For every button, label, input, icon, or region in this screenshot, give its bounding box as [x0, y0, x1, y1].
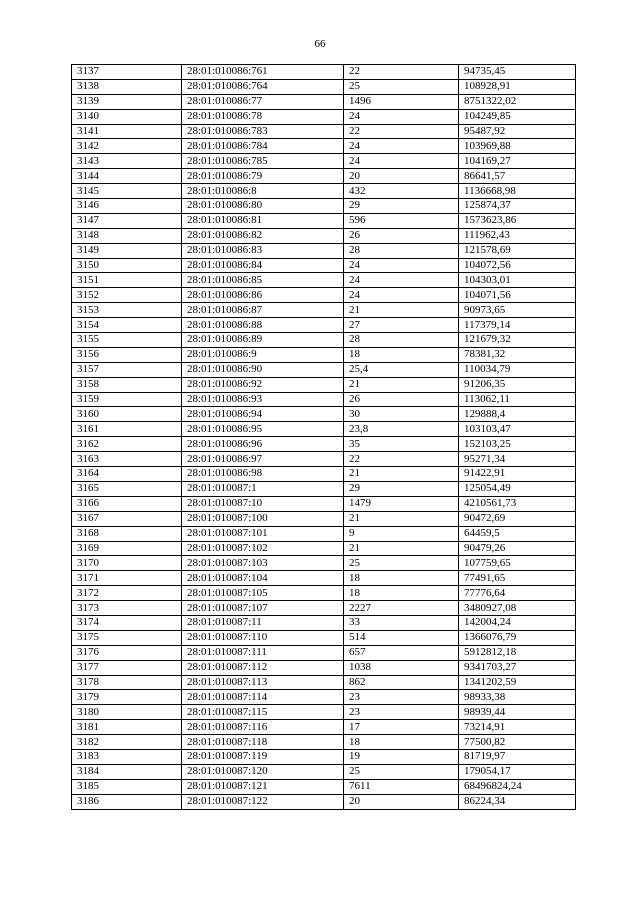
- cadastral-number-cell: 28:01:010087:111: [182, 645, 344, 660]
- row-number-cell: 3148: [72, 228, 182, 243]
- row-number-cell: 3150: [72, 258, 182, 273]
- table-row: [72, 377, 576, 392]
- value-cell: 104303,01: [459, 273, 576, 288]
- value-cell: 94735,45: [459, 65, 576, 80]
- table-row: [72, 526, 576, 541]
- value-cell: 81719,97: [459, 749, 576, 764]
- cadastral-number-cell: 28:01:010087:122: [182, 794, 344, 809]
- cadastral-number-cell: 28:01:010086:93: [182, 392, 344, 407]
- row-number-cell: 3139: [72, 94, 182, 109]
- row-number-cell: 3147: [72, 213, 182, 228]
- row-number-cell: 3166: [72, 496, 182, 511]
- cadastral-number-cell: 28:01:010087:10: [182, 496, 344, 511]
- row-number-cell: 3138: [72, 79, 182, 94]
- row-number-cell: 3165: [72, 481, 182, 496]
- row-number-cell: 3149: [72, 243, 182, 258]
- value-cell: 1366076,79: [459, 630, 576, 645]
- value-cell: 78381,32: [459, 347, 576, 362]
- row-number-cell: 3137: [72, 65, 182, 80]
- cadastral-number-cell: 28:01:010087:114: [182, 690, 344, 705]
- value-cell: 125874,37: [459, 199, 576, 214]
- cadastral-number-cell: 28:01:010086:80: [182, 199, 344, 214]
- area-cell: 21: [344, 303, 459, 318]
- cadastral-number-cell: 28:01:010086:761: [182, 65, 344, 80]
- cadastral-number-cell: 28:01:010087:103: [182, 556, 344, 571]
- table-row: [72, 779, 576, 794]
- row-number-cell: 3157: [72, 362, 182, 377]
- cadastral-number-cell: 28:01:010086:785: [182, 154, 344, 169]
- row-number-cell: 3178: [72, 675, 182, 690]
- table-row: [72, 735, 576, 750]
- table-row: [72, 541, 576, 556]
- row-number-cell: 3153: [72, 303, 182, 318]
- row-number-cell: 3173: [72, 601, 182, 616]
- row-number-cell: 3182: [72, 735, 182, 750]
- area-cell: 657: [344, 645, 459, 660]
- cadastral-number-cell: 28:01:010086:90: [182, 362, 344, 377]
- table-row: [72, 124, 576, 139]
- value-cell: 113062,11: [459, 392, 576, 407]
- cadastral-number-cell: 28:01:010087:120: [182, 764, 344, 779]
- table-row: [72, 720, 576, 735]
- area-cell: 28: [344, 243, 459, 258]
- table-row: [72, 496, 576, 511]
- area-cell: 23,8: [344, 422, 459, 437]
- value-cell: 86224,34: [459, 794, 576, 809]
- table-row: [72, 749, 576, 764]
- table-row: [72, 645, 576, 660]
- row-number-cell: 3152: [72, 288, 182, 303]
- table-row: [72, 199, 576, 214]
- area-cell: 1496: [344, 94, 459, 109]
- cadastral-number-cell: 28:01:010086:94: [182, 407, 344, 422]
- row-number-cell: 3159: [72, 392, 182, 407]
- row-number-cell: 3176: [72, 645, 182, 660]
- value-cell: 129888,4: [459, 407, 576, 422]
- area-cell: 18: [344, 586, 459, 601]
- value-cell: 4210561,73: [459, 496, 576, 511]
- table-row: [72, 615, 576, 630]
- row-number-cell: 3179: [72, 690, 182, 705]
- row-number-cell: 3170: [72, 556, 182, 571]
- value-cell: 103969,88: [459, 139, 576, 154]
- table-row: [72, 601, 576, 616]
- value-cell: 98939,44: [459, 705, 576, 720]
- table-row: [72, 362, 576, 377]
- table-row: [72, 481, 576, 496]
- table-row: [72, 94, 576, 109]
- table-row: [72, 705, 576, 720]
- area-cell: 24: [344, 273, 459, 288]
- value-cell: 8751322,02: [459, 94, 576, 109]
- value-cell: 104169,27: [459, 154, 576, 169]
- row-number-cell: 3142: [72, 139, 182, 154]
- area-cell: 432: [344, 184, 459, 199]
- value-cell: 104072,56: [459, 258, 576, 273]
- area-cell: 25: [344, 764, 459, 779]
- cadastral-number-cell: 28:01:010086:9: [182, 347, 344, 362]
- row-number-cell: 3156: [72, 347, 182, 362]
- cadastral-number-cell: 28:01:010086:98: [182, 467, 344, 482]
- cadastral-number-cell: 28:01:010086:92: [182, 377, 344, 392]
- table-row: [72, 169, 576, 184]
- cadastral-number-cell: 28:01:010086:784: [182, 139, 344, 154]
- cadastral-number-cell: 28:01:010086:77: [182, 94, 344, 109]
- value-cell: 142004,24: [459, 615, 576, 630]
- row-number-cell: 3160: [72, 407, 182, 422]
- value-cell: 107759,65: [459, 556, 576, 571]
- cadastral-number-cell: 28:01:010087:11: [182, 615, 344, 630]
- table-row: [72, 392, 576, 407]
- cadastral-number-cell: 28:01:010087:112: [182, 660, 344, 675]
- row-number-cell: 3143: [72, 154, 182, 169]
- value-cell: 68496824,24: [459, 779, 576, 794]
- cadastral-number-cell: 28:01:010087:121: [182, 779, 344, 794]
- row-number-cell: 3172: [72, 586, 182, 601]
- row-number-cell: 3162: [72, 437, 182, 452]
- area-cell: 596: [344, 213, 459, 228]
- area-cell: 1038: [344, 660, 459, 675]
- row-number-cell: 3183: [72, 749, 182, 764]
- cadastral-number-cell: 28:01:010086:82: [182, 228, 344, 243]
- area-cell: 35: [344, 437, 459, 452]
- value-cell: 95271,34: [459, 452, 576, 467]
- table-row: [72, 154, 576, 169]
- value-cell: 5912812,18: [459, 645, 576, 660]
- area-cell: 21: [344, 377, 459, 392]
- value-cell: 121679,32: [459, 333, 576, 348]
- table-row: [72, 467, 576, 482]
- area-cell: 18: [344, 735, 459, 750]
- value-cell: 1341202,59: [459, 675, 576, 690]
- value-cell: 104249,85: [459, 109, 576, 124]
- table-row: [72, 586, 576, 601]
- cadastral-number-cell: 28:01:010086:83: [182, 243, 344, 258]
- row-number-cell: 3171: [72, 571, 182, 586]
- cadastral-number-cell: 28:01:010086:764: [182, 79, 344, 94]
- cadastral-number-cell: 28:01:010086:95: [182, 422, 344, 437]
- area-cell: 33: [344, 615, 459, 630]
- row-number-cell: 3158: [72, 377, 182, 392]
- cadastral-number-cell: 28:01:010087:116: [182, 720, 344, 735]
- table-row: [72, 794, 576, 809]
- table-row: [72, 511, 576, 526]
- table-row: [72, 273, 576, 288]
- value-cell: 179054,17: [459, 764, 576, 779]
- area-cell: 26: [344, 228, 459, 243]
- value-cell: 121578,69: [459, 243, 576, 258]
- table-row: [72, 764, 576, 779]
- value-cell: 110034,79: [459, 362, 576, 377]
- value-cell: 1573623,86: [459, 213, 576, 228]
- table-row: [72, 690, 576, 705]
- value-cell: 152103,25: [459, 437, 576, 452]
- row-number-cell: 3186: [72, 794, 182, 809]
- row-number-cell: 3154: [72, 318, 182, 333]
- value-cell: 98933,38: [459, 690, 576, 705]
- table-row: [72, 65, 576, 80]
- row-number-cell: 3155: [72, 333, 182, 348]
- cadastral-number-cell: 28:01:010087:102: [182, 541, 344, 556]
- row-number-cell: 3144: [72, 169, 182, 184]
- value-cell: 77491,65: [459, 571, 576, 586]
- cadastral-number-cell: 28:01:010086:79: [182, 169, 344, 184]
- table-row: [72, 79, 576, 94]
- table-row: [72, 452, 576, 467]
- area-cell: 26: [344, 392, 459, 407]
- value-cell: 117379,14: [459, 318, 576, 333]
- row-number-cell: 3169: [72, 541, 182, 556]
- row-number-cell: 3146: [72, 199, 182, 214]
- area-cell: 862: [344, 675, 459, 690]
- value-cell: 77500,82: [459, 735, 576, 750]
- area-cell: 24: [344, 288, 459, 303]
- table-body: [72, 65, 576, 810]
- area-cell: 30: [344, 407, 459, 422]
- value-cell: 103103,47: [459, 422, 576, 437]
- area-cell: 29: [344, 481, 459, 496]
- cadastral-number-cell: 28:01:010086:89: [182, 333, 344, 348]
- cadastral-number-cell: 28:01:010087:101: [182, 526, 344, 541]
- value-cell: 77776,64: [459, 586, 576, 601]
- cadastral-number-cell: 28:01:010086:783: [182, 124, 344, 139]
- cadastral-number-cell: 28:01:010086:78: [182, 109, 344, 124]
- cadastral-number-cell: 28:01:010087:119: [182, 749, 344, 764]
- cadastral-number-cell: 28:01:010087:113: [182, 675, 344, 690]
- area-cell: 24: [344, 154, 459, 169]
- table-row: [72, 675, 576, 690]
- area-cell: 19: [344, 749, 459, 764]
- value-cell: 108928,91: [459, 79, 576, 94]
- area-cell: 22: [344, 65, 459, 80]
- row-number-cell: 3181: [72, 720, 182, 735]
- table-row: [72, 258, 576, 273]
- cadastral-number-cell: 28:01:010086:96: [182, 437, 344, 452]
- area-cell: 1479: [344, 496, 459, 511]
- cadastral-number-cell: 28:01:010087:105: [182, 586, 344, 601]
- row-number-cell: 3145: [72, 184, 182, 199]
- cadastral-number-cell: 28:01:010086:84: [182, 258, 344, 273]
- area-cell: 21: [344, 541, 459, 556]
- table-row: [72, 184, 576, 199]
- cadastral-number-cell: 28:01:010086:86: [182, 288, 344, 303]
- table-row: [72, 333, 576, 348]
- row-number-cell: 3140: [72, 109, 182, 124]
- value-cell: 111962,43: [459, 228, 576, 243]
- row-number-cell: 3174: [72, 615, 182, 630]
- area-cell: 21: [344, 467, 459, 482]
- value-cell: 104071,56: [459, 288, 576, 303]
- cadastral-number-cell: 28:01:010087:118: [182, 735, 344, 750]
- row-number-cell: 3141: [72, 124, 182, 139]
- table-row: [72, 556, 576, 571]
- table-row: [72, 347, 576, 362]
- value-cell: 90479,26: [459, 541, 576, 556]
- table-row: [72, 318, 576, 333]
- table-row: [72, 139, 576, 154]
- row-number-cell: 3167: [72, 511, 182, 526]
- area-cell: 20: [344, 169, 459, 184]
- area-cell: 514: [344, 630, 459, 645]
- table-row: [72, 571, 576, 586]
- table-row: [72, 228, 576, 243]
- row-number-cell: 3184: [72, 764, 182, 779]
- value-cell: 91206,35: [459, 377, 576, 392]
- area-cell: 22: [344, 124, 459, 139]
- cadastral-number-cell: 28:01:010087:1: [182, 481, 344, 496]
- row-number-cell: 3180: [72, 705, 182, 720]
- area-cell: 25,4: [344, 362, 459, 377]
- page-number: 66: [314, 38, 326, 50]
- area-cell: 24: [344, 258, 459, 273]
- area-cell: 29: [344, 199, 459, 214]
- area-cell: 23: [344, 705, 459, 720]
- table-row: [72, 288, 576, 303]
- area-cell: 23: [344, 690, 459, 705]
- area-cell: 27: [344, 318, 459, 333]
- area-cell: 17: [344, 720, 459, 735]
- row-number-cell: 3161: [72, 422, 182, 437]
- value-cell: 1136668,98: [459, 184, 576, 199]
- table-row: [72, 303, 576, 318]
- area-cell: 21: [344, 511, 459, 526]
- area-cell: 2227: [344, 601, 459, 616]
- value-cell: 64459,5: [459, 526, 576, 541]
- table-row: [72, 630, 576, 645]
- table-row: [72, 407, 576, 422]
- table-row: [72, 109, 576, 124]
- cadastral-number-cell: 28:01:010087:104: [182, 571, 344, 586]
- row-number-cell: 3175: [72, 630, 182, 645]
- value-cell: 91422,91: [459, 467, 576, 482]
- area-cell: 18: [344, 571, 459, 586]
- row-number-cell: 3151: [72, 273, 182, 288]
- value-cell: 95487,92: [459, 124, 576, 139]
- value-cell: 3480927,08: [459, 601, 576, 616]
- value-cell: 90973,65: [459, 303, 576, 318]
- row-number-cell: 3168: [72, 526, 182, 541]
- table-row: [72, 660, 576, 675]
- table-row: [72, 213, 576, 228]
- value-cell: 9341703,27: [459, 660, 576, 675]
- value-cell: 73214,91: [459, 720, 576, 735]
- cadastral-number-cell: 28:01:010087:110: [182, 630, 344, 645]
- area-cell: 22: [344, 452, 459, 467]
- area-cell: 18: [344, 347, 459, 362]
- area-cell: 9: [344, 526, 459, 541]
- cadastral-number-cell: 28:01:010087:115: [182, 705, 344, 720]
- row-number-cell: 3163: [72, 452, 182, 467]
- area-cell: 20: [344, 794, 459, 809]
- row-number-cell: 3177: [72, 660, 182, 675]
- table-row: [72, 422, 576, 437]
- cadastral-number-cell: 28:01:010086:88: [182, 318, 344, 333]
- value-cell: 125054,49: [459, 481, 576, 496]
- value-cell: 86641,57: [459, 169, 576, 184]
- row-number-cell: 3164: [72, 467, 182, 482]
- cadastral-number-cell: 28:01:010087:107: [182, 601, 344, 616]
- cadastral-number-cell: 28:01:010086:97: [182, 452, 344, 467]
- cadastral-number-cell: 28:01:010086:8: [182, 184, 344, 199]
- cadastral-number-cell: 28:01:010086:87: [182, 303, 344, 318]
- cadastral-number-cell: 28:01:010086:85: [182, 273, 344, 288]
- cadastral-number-cell: 28:01:010087:100: [182, 511, 344, 526]
- area-cell: 25: [344, 556, 459, 571]
- table-row: [72, 437, 576, 452]
- area-cell: 24: [344, 109, 459, 124]
- area-cell: 25: [344, 79, 459, 94]
- area-cell: 7611: [344, 779, 459, 794]
- table-row: [72, 243, 576, 258]
- area-cell: 24: [344, 139, 459, 154]
- value-cell: 90472,69: [459, 511, 576, 526]
- cadastral-table: [71, 64, 576, 810]
- cadastral-number-cell: 28:01:010086:81: [182, 213, 344, 228]
- row-number-cell: 3185: [72, 779, 182, 794]
- area-cell: 28: [344, 333, 459, 348]
